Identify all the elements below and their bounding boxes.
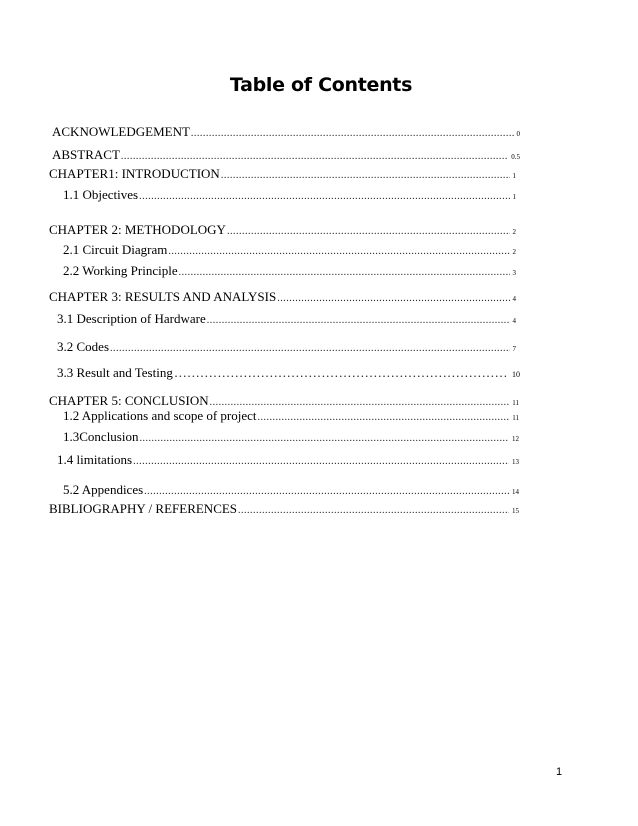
toc-entry-label: ACKNOWLEDGEMENT [52, 124, 190, 139]
dot-leader [139, 189, 509, 205]
toc-entry-bibliography[interactable] [49, 501, 519, 519]
dot-leader [110, 341, 510, 357]
dot-leader [238, 503, 509, 519]
toc-entry-page: 4 [512, 295, 516, 303]
toc-entry-page: 12 [512, 435, 519, 443]
toc-entry-result-testing[interactable] [57, 365, 520, 383]
toc-entry-description-hardware[interactable] [57, 311, 516, 329]
toc-entry-label: CHAPTER 2: METHODOLOGY [49, 222, 226, 237]
toc-entry-page: 11 [512, 414, 519, 422]
toc-entry-label: ABSTRACT [52, 147, 120, 162]
toc-entry-label: 1.4 limitations [57, 452, 133, 467]
toc-entry-label: 2.2 Working Principle [63, 263, 178, 278]
toc-entry-chapter2[interactable] [49, 222, 516, 240]
toc-entry-page: 14 [512, 488, 519, 496]
toc-entry-page: 0.5 [511, 153, 520, 161]
toc-entry-appendices[interactable] [63, 482, 519, 500]
toc-entry-label: 3.2 Codes [57, 339, 109, 354]
toc-entry-page: 3 [512, 269, 516, 277]
toc-entry-page: 11 [512, 399, 519, 407]
toc-entry-label: 3.1 Description of Hardware [57, 311, 206, 326]
toc-entry-codes[interactable] [57, 339, 516, 357]
toc-entry-label: CHAPTER 3: RESULTS AND ANALYSIS [49, 289, 277, 304]
toc-entry-page: 2 [512, 248, 516, 256]
toc-entry-working-principle[interactable] [63, 263, 516, 281]
toc-entry-label: 1.1 Objectives [63, 187, 139, 202]
toc-entry-acknowledgement[interactable] [52, 124, 520, 142]
dot-leader [277, 291, 509, 307]
toc-entry-label: 3.3 Result and Testing [57, 365, 173, 380]
page-number: 1 [556, 766, 563, 778]
toc-entry-applications-scope[interactable] [63, 408, 519, 426]
toc-entry-label: BIBLIOGRAPHY / REFERENCES [49, 501, 238, 516]
toc-entry-label: 1.3Conclusion [63, 429, 139, 444]
toc-entry-label: 2.1 Circuit Diagram [63, 242, 168, 257]
dot-leader [227, 224, 510, 240]
toc-entry-abstract[interactable] [52, 147, 520, 165]
dot-leader [168, 244, 509, 260]
dot-leader [258, 410, 510, 426]
toc-entry-label: 1.2 Applications and scope of project [63, 408, 257, 423]
toc-entry-page: 13 [512, 458, 519, 466]
dot-leader [191, 126, 514, 142]
toc-entry-circuit-diagram[interactable] [63, 242, 516, 260]
toc-entry-chapter3[interactable] [49, 289, 516, 307]
dot-leader [221, 168, 510, 184]
page-title: Table of Contents [229, 74, 413, 96]
dot-leader [179, 265, 510, 281]
dot-leader [121, 149, 508, 165]
toc-entry-page: 0 [516, 130, 520, 138]
toc-entry-limitations[interactable] [57, 452, 519, 470]
toc-entry-chapter1[interactable] [49, 166, 516, 184]
dot-leader [139, 431, 509, 447]
toc-entry-page: 10 [512, 370, 520, 379]
toc-entry-objectives[interactable] [63, 187, 516, 205]
dot-leader [144, 484, 509, 500]
toc-entry-label: CHAPTER1: INTRODUCTION [49, 166, 220, 181]
toc-entry-page: 7 [512, 345, 516, 353]
dot-leader [133, 454, 509, 470]
toc-entry-page: 15 [512, 507, 519, 515]
dot-leader [207, 313, 510, 329]
toc-entry-page: 4 [512, 317, 516, 325]
toc-entry-page: 1 [512, 193, 516, 201]
toc-entry-conclusion[interactable] [63, 429, 519, 447]
toc-entry-page: 1 [512, 172, 516, 180]
toc-entry-label: CHAPTER 5: CONCLUSION [49, 393, 209, 408]
toc-entry-label: 5.2 Appendices [63, 482, 144, 497]
dot-leader [174, 365, 509, 381]
toc-entry-page: 2 [512, 228, 516, 236]
